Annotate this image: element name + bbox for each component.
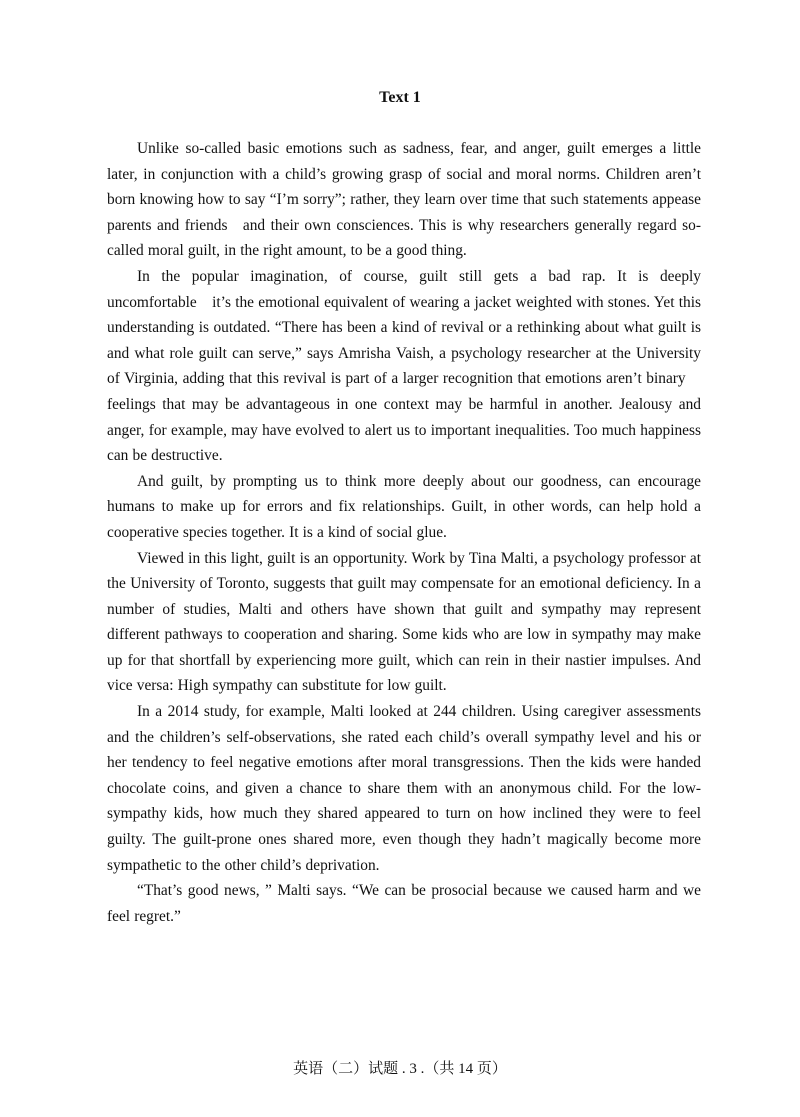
page-footer: 英语（二）试题 . 3 .（共 14 页） [293, 1061, 507, 1077]
paragraph-5: In a 2014 study, for example, Malti looked at 244 children. Using caregiver assessments and the children’s self-observations, she rated each child’s overall sympathy level and his or her tendency to feel negative emotions after moral transgressions. Then the kids were handed chocolate coins, and given a chance to share them with an anonymous child. For the low-sympathy kids, how much they shared appeared to turn on how inclined they were to feel guilty. The guilt-prone ones shared more, even though they hadn’t magically become more sympathetic to the other child’s deprivation. [107, 703, 701, 874]
paragraph-6: “That’s good news, ” Malti says. “We can be prosocial because we caused harm and we feel regret.” [107, 882, 701, 925]
passage-title: Text 1 [379, 89, 421, 106]
paragraph-1: Unlike so-called basic emotions such as sadness, fear, and anger, guilt emerges a little later, in conjunction with a child’s growing grasp of social and moral norms. Children aren’t born knowing how to say “I’m sorry”; rather, they learn over time that such statements appease parents and friends and their own consciences. This is why researchers generally regard so-called moral guilt, in the right amount, to be a good thing. [107, 140, 701, 260]
paragraph-4: Viewed in this light, guilt is an opportunity. Work by Tina Malti, a psychology professor at the University of Toronto, suggests that guilt may compensate for an emotional deficiency. In a number of studies, Malti and others have shown that guilt and sympathy may represent different pathways to cooperation and sharing. Some kids who are low in sympathy may make up for that shortfall by experiencing more guilt, which can rein in their nastier impulses. And vice versa: High sympathy can substitute for low guilt. [107, 549, 701, 695]
paragraph-2: In the popular imagination, of course, guilt still gets a bad rap. It is deeply uncomfortable it’s the emotional equivalent of wearing a jacket weighted with stones. Yet this understanding is outdated. “There has been a kind of revival or a rethinking about what guilt is and what role guilt can serve,” says Amrisha Vaish, a psychology researcher at the University of Virginia, adding that this revival is part of a larger recognition that emotions aren’t binary feelings that may be advantageous in one context may be harmful in another. Jealousy and anger, for example, may have evolved to alert us to important inequalities. Too much happiness can be destructive. [107, 267, 701, 465]
passage-body [107, 136, 701, 929]
paragraph-3: And guilt, by prompting us to think more deeply about our goodness, can encourage humans to make up for errors and fix relationships. Guilt, in other words, can help hold a cooperative species together. It is a kind of social glue. [107, 472, 701, 541]
